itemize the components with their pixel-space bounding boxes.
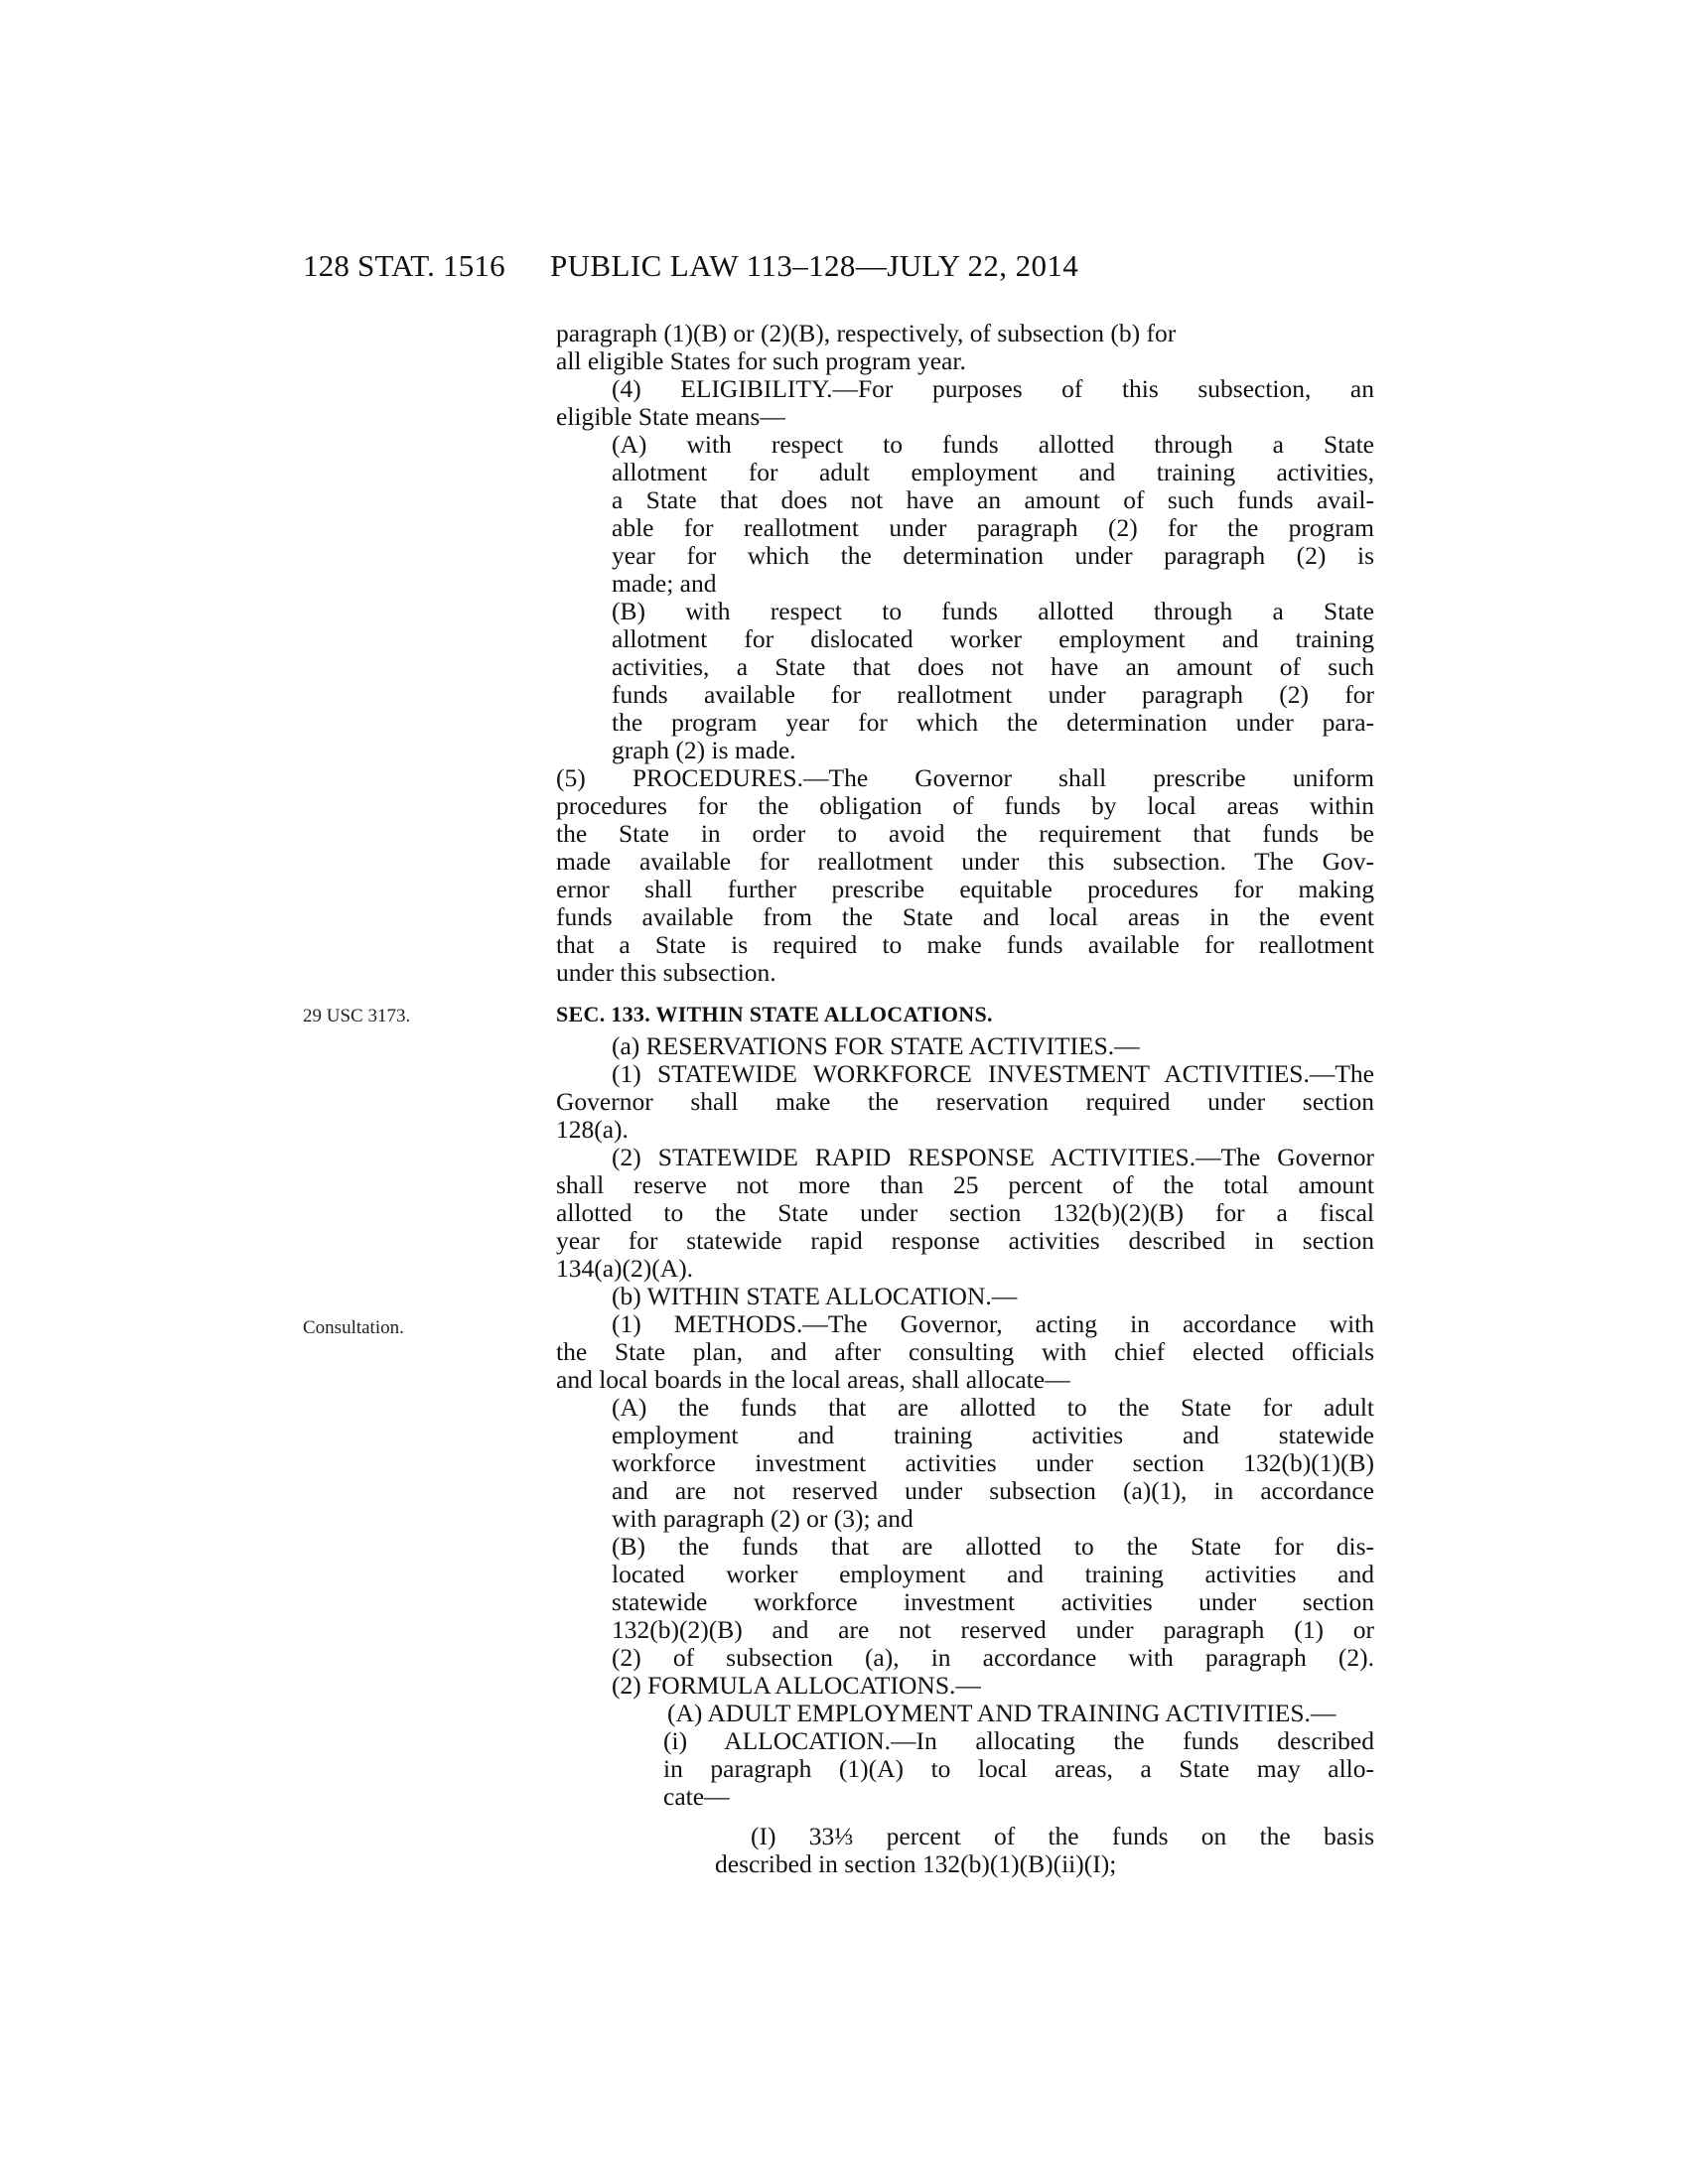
text-line: allotment for adult employment and training activities, bbox=[612, 458, 1374, 486]
text-line: (2) STATEWIDE RAPID RESPONSE ACTIVITIES.—The Governor bbox=[612, 1143, 1374, 1171]
document-body bbox=[556, 320, 1374, 1878]
text-line: the State in order to avoid the requirement that funds be bbox=[556, 819, 1374, 848]
statute-page-reference: 128 STAT. 1516 bbox=[303, 248, 505, 283]
text-line: (a) RESERVATIONS FOR STATE ACTIVITIES.— bbox=[612, 1031, 1140, 1060]
text-line: paragraph (1)(B) or (2)(B), respectively, of subsection (b) for bbox=[556, 319, 1177, 347]
text-line: allotted to the State under section 132(b)(2)(B) for a fiscal bbox=[556, 1198, 1374, 1227]
text-line: (A) the funds that are allotted to the State for adult bbox=[612, 1393, 1374, 1422]
text-line: (1) METHODS.—The Governor, acting in accordance with bbox=[612, 1309, 1374, 1338]
text-line: statewide workforce investment activities under section bbox=[612, 1587, 1374, 1616]
text-line: (4) ELIGIBILITY.—For purposes of this subsection, an bbox=[612, 374, 1374, 403]
text-line: eligible State means— bbox=[556, 402, 785, 431]
text-line: located worker employment and training activities and bbox=[612, 1560, 1374, 1588]
text-line: all eligible States for such program year. bbox=[556, 346, 966, 375]
page-header bbox=[0, 246, 1688, 286]
public-law-title: PUBLIC LAW 113–128—JULY 22, 2014 bbox=[550, 248, 1079, 283]
text-line: described in section 132(b)(1)(B)(ii)(I); bbox=[715, 1849, 1117, 1878]
text-line: workforce investment activities under section 132(b)(1)(B) bbox=[612, 1448, 1374, 1477]
text-line: (b) WITHIN STATE ALLOCATION.— bbox=[612, 1282, 1018, 1310]
text-line: and are not reserved under subsection (a)(1), in accordance bbox=[612, 1476, 1374, 1505]
text-line: Governor shall make the reservation required under section bbox=[556, 1087, 1374, 1116]
text-line: (B) the funds that are allotted to the State for dis- bbox=[612, 1532, 1374, 1561]
text-line: 132(b)(2)(B) and are not reserved under paragraph (1) or bbox=[612, 1615, 1374, 1644]
text-line: in paragraph (1)(A) to local areas, a State may allo- bbox=[663, 1754, 1374, 1783]
text-line: made; and bbox=[612, 569, 717, 598]
text-line: year for statewide rapid response activities described in section bbox=[556, 1226, 1374, 1255]
text-line: year for which the determination under paragraph (2) is bbox=[612, 541, 1374, 570]
text-line: funds available for reallotment under paragraph (2) for bbox=[612, 680, 1374, 709]
text-line: allotment for dislocated worker employment and training bbox=[612, 624, 1374, 653]
text-line: (A) ADULT EMPLOYMENT AND TRAINING ACTIVITIES.— bbox=[667, 1699, 1336, 1727]
text-line: the program year for which the determination under para- bbox=[612, 708, 1374, 737]
text-line: 134(a)(2)(A). bbox=[556, 1254, 694, 1283]
margin-note-usc: 29 USC 3173. bbox=[303, 1006, 411, 1026]
text-line: 128(a). bbox=[556, 1115, 629, 1144]
text-line: that a State is required to make funds available for reallotment bbox=[556, 930, 1374, 959]
text-line: procedures for the obligation of funds by local areas within bbox=[556, 791, 1374, 820]
text-line: (I) 33⅓ percent of the funds on the basis bbox=[751, 1822, 1374, 1850]
text-line: under this subsection. bbox=[556, 958, 776, 987]
margin-note-consultation: Consultation. bbox=[303, 1317, 404, 1338]
text-line: graph (2) is made. bbox=[612, 736, 796, 764]
text-line: employment and training activities and statewide bbox=[612, 1421, 1374, 1449]
text-line: (2) of subsection (a), in accordance with paragraph (2). bbox=[612, 1643, 1374, 1672]
text-line: with paragraph (2) or (3); and bbox=[612, 1504, 914, 1533]
text-line: ernor shall further prescribe equitable procedures for making bbox=[556, 875, 1374, 903]
text-line: and local boards in the local areas, shall allocate— bbox=[556, 1365, 1070, 1394]
text-line: (A) with respect to funds allotted through a State bbox=[612, 430, 1374, 459]
text-line: (B) with respect to funds allotted through a State bbox=[612, 597, 1374, 625]
text-line: cate— bbox=[663, 1782, 730, 1811]
section-heading: SEC. 133. WITHIN STATE ALLOCATIONS. bbox=[556, 1002, 993, 1026]
text-line: activities, a State that does not have an amount of such bbox=[612, 652, 1374, 681]
text-line: a State that does not have an amount of such funds avail- bbox=[612, 485, 1374, 514]
text-line: shall reserve not more than 25 percent of the total amount bbox=[556, 1170, 1374, 1199]
text-line: (5) PROCEDURES.—The Governor shall prescribe uniform bbox=[556, 763, 1374, 792]
text-line: (i) ALLOCATION.—In allocating the funds described bbox=[663, 1726, 1374, 1755]
text-line: able for reallotment under paragraph (2) for the program bbox=[612, 513, 1374, 542]
text-line: the State plan, and after consulting with chief elected officials bbox=[556, 1337, 1374, 1366]
text-line: made available for reallotment under this subsection. The Gov- bbox=[556, 847, 1374, 876]
text-line: (2) FORMULA ALLOCATIONS.— bbox=[612, 1671, 981, 1700]
text-line: (1) STATEWIDE WORKFORCE INVESTMENT ACTIVITIES.—The bbox=[612, 1059, 1374, 1088]
text-line: funds available from the State and local areas in the event bbox=[556, 902, 1374, 931]
